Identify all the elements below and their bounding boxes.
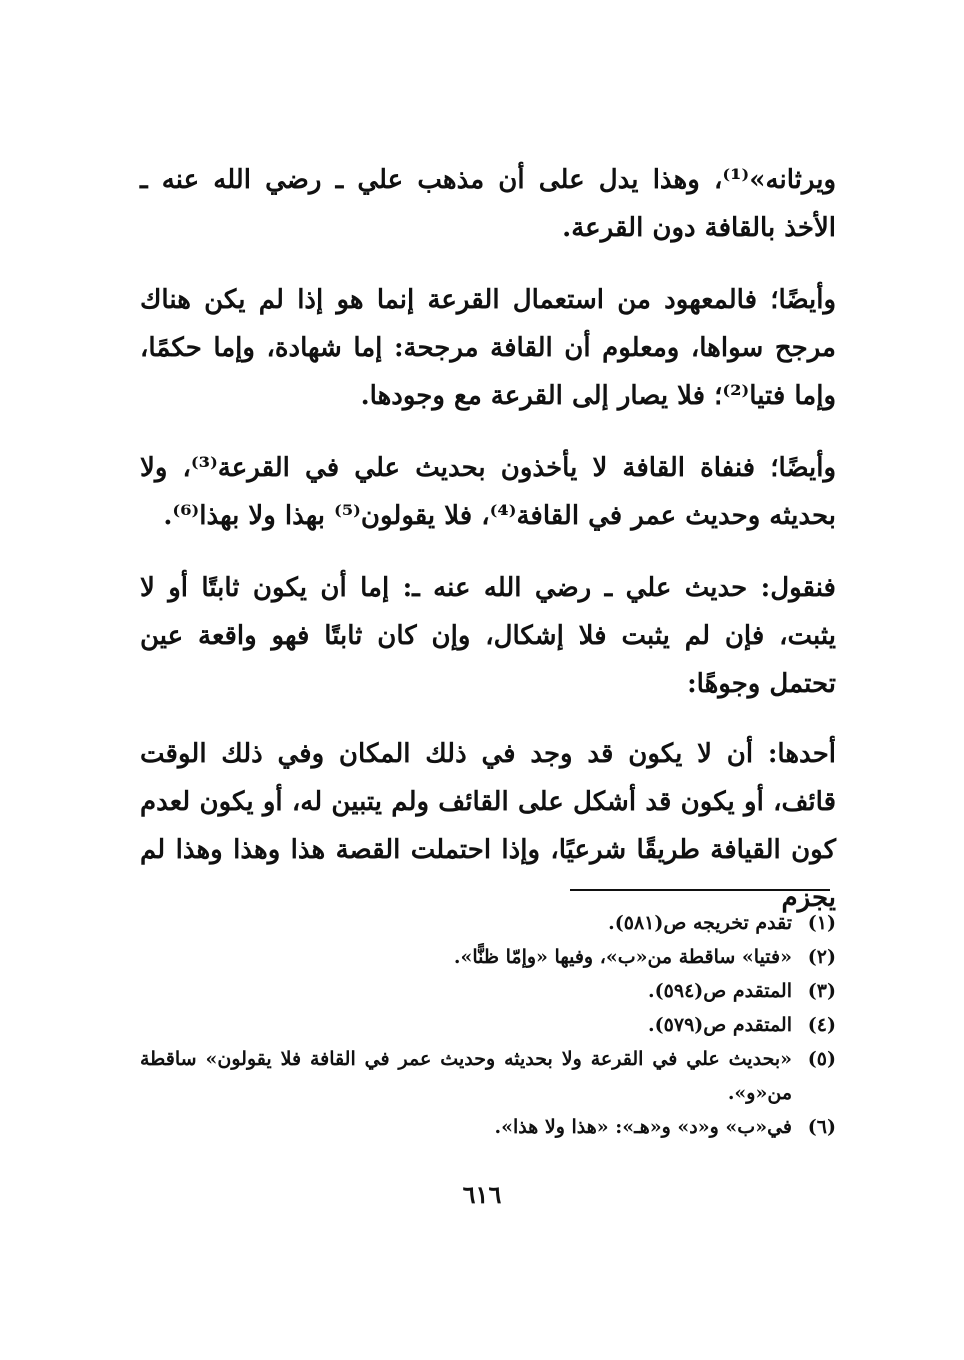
- page-number: ٦١٦: [462, 1180, 502, 1209]
- footnotes: [140, 906, 836, 1144]
- footnote-separator: [570, 889, 830, 891]
- footnote-number: (٦): [807, 1116, 836, 1138]
- footnote-number: (٢): [807, 946, 836, 968]
- body-paragraph: [140, 276, 836, 420]
- footnote-text: في«ب» و«د» و«هـ»: «هذا ولا هذا».: [494, 1116, 792, 1138]
- paragraph-text: ويرثانه»⁽¹⁾، وهذا يدل على أن مذهب علي ـ رضي الله عنه ـ الأخذ بالقافة دون القرعة.: [140, 165, 836, 243]
- footnote-item: [140, 974, 836, 1008]
- footnote-item: [140, 1110, 836, 1144]
- footnote-text: «فتيا» ساقطة من«ب»، وفيها «وإمّا ظنًّا».: [453, 946, 792, 968]
- footnote-text: «بحديث علي في القرعة ولا بحديثه وحديث عمر في القافة فلا يقولون» ساقطة من«و».: [140, 1048, 792, 1104]
- paragraph-text: أحدها: أن لا يكون قد وجد في ذلك المكان وفي ذلك الوقت قائف، أو يكون قد أشكل على القائف ولم يتبين له، أو يكون لعدم كون القيافة طريقًا شرعيًا، وإذا احتملت القصة هذا وهذا وهذا لم يجزم: [140, 739, 836, 913]
- footnote-text: تقدم تخريجه ص(٥٨١).: [608, 912, 792, 934]
- paragraph-text: وأيضًا؛ فالمعهود من استعمال القرعة إنما هو إذا لم يكن هناك مرجح سواها، ومعلوم أن القافة مرجحة: إما شهادة، وإما حكمًا، وإما فتيا⁽²⁾؛ فلا يصار إلى القرعة مع وجودها.: [140, 285, 836, 411]
- body-paragraph: [140, 564, 836, 708]
- footnote-number: (١): [807, 912, 836, 934]
- footnote-text: المتقدم ص(٥٧٩).: [648, 1014, 792, 1036]
- paragraph-text: فنقول: حديث علي ـ رضي الله عنه ـ: إما أن يكون ثابتًا أو لا يثبت، فإن لم يثبت فلا إشكال، وإن كان ثابتًا فهو واقعة عين تحتمل وجوهًا:: [140, 573, 836, 699]
- footnote-item: [140, 1042, 836, 1110]
- body-paragraph: [140, 730, 836, 922]
- footnote-number: (٤): [807, 1014, 836, 1036]
- footnote-text: المتقدم ص(٥٩٤).: [648, 980, 792, 1002]
- footnote-number: (٥): [807, 1048, 836, 1070]
- body-paragraph: [140, 156, 836, 252]
- footnote-item: [140, 940, 836, 974]
- footnote-item: [140, 906, 836, 940]
- body-paragraph: [140, 444, 836, 540]
- paragraph-text: وأيضًا؛ فنفاة القافة لا يأخذون بحديث علي في القرعة⁽³⁾، ولا بحديثه وحديث عمر في القافة⁽⁴⁾، فلا يقولون⁽⁵⁾ بهذا ولا بهذا⁽⁶⁾.: [140, 453, 836, 531]
- footnote-item: [140, 1008, 836, 1042]
- footnote-number: (٣): [807, 980, 836, 1002]
